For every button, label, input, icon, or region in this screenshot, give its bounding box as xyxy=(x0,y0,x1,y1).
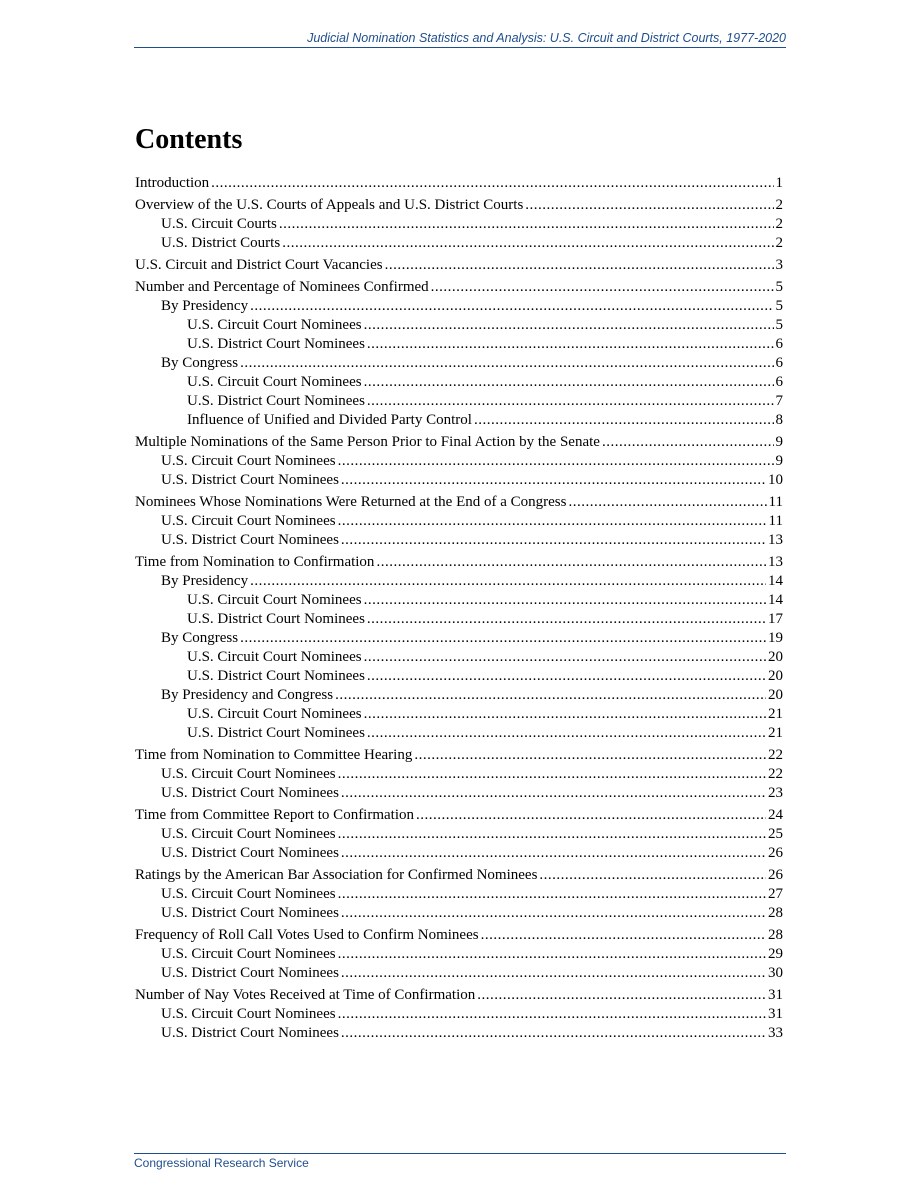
toc-entry-label: U.S. Circuit Court Nominees xyxy=(161,886,336,902)
toc-entry-label: Multiple Nominations of the Same Person Prior to Final Action by the Senate xyxy=(135,434,600,450)
toc-entry-page-number: 20 xyxy=(768,649,783,665)
toc-entry[interactable] xyxy=(135,452,783,471)
toc-entry[interactable] xyxy=(135,471,783,490)
toc-entry[interactable] xyxy=(135,746,783,765)
dot-leader xyxy=(364,705,766,724)
toc-entry-page-number: 19 xyxy=(768,630,783,646)
dot-leader xyxy=(240,354,773,373)
running-header: Judicial Nomination Statistics and Analysis: U.S. Circuit and District Courts, 1977-2020 xyxy=(134,31,786,48)
toc-entry-label: U.S. Circuit Courts xyxy=(161,216,277,232)
toc-entry[interactable] xyxy=(135,531,783,550)
dot-leader xyxy=(481,926,766,945)
toc-entry-page-number: 3 xyxy=(775,257,783,273)
toc-entry-label: U.S. Circuit Court Nominees xyxy=(161,513,336,529)
dot-leader xyxy=(335,686,766,705)
toc-entry-page-number: 21 xyxy=(768,706,783,722)
toc-entry[interactable] xyxy=(135,512,783,531)
toc-entry-page-number: 2 xyxy=(775,216,783,232)
toc-entry-page-number: 9 xyxy=(775,434,783,450)
toc-entry[interactable] xyxy=(135,278,783,297)
toc-entry-label: Ratings by the American Bar Association for Confirmed Nominees xyxy=(135,867,538,883)
toc-entry[interactable] xyxy=(135,1024,783,1043)
dot-leader xyxy=(282,234,773,253)
toc-entry[interactable] xyxy=(135,493,783,512)
toc-entry-label: U.S. Circuit and District Court Vacancies xyxy=(135,257,383,273)
toc-entry[interactable] xyxy=(135,648,783,667)
toc-entry[interactable] xyxy=(135,591,783,610)
dot-leader xyxy=(385,256,774,275)
toc-entry[interactable] xyxy=(135,806,783,825)
toc-entry-page-number: 27 xyxy=(768,886,783,902)
table-of-contents xyxy=(135,174,783,1043)
toc-entry-page-number: 33 xyxy=(768,1025,783,1041)
toc-entry-label: U.S. District Court Nominees xyxy=(161,1025,339,1041)
toc-entry-label: U.S. Circuit Court Nominees xyxy=(161,946,336,962)
toc-entry[interactable] xyxy=(135,335,783,354)
toc-entry-label: U.S. District Court Nominees xyxy=(161,905,339,921)
toc-entry-page-number: 31 xyxy=(768,1006,783,1022)
dot-leader xyxy=(525,196,773,215)
toc-entry[interactable] xyxy=(135,986,783,1005)
toc-entry-label: Number of Nay Votes Received at Time of Confirmation xyxy=(135,987,476,1003)
toc-entry-page-number: 10 xyxy=(768,472,783,488)
toc-entry-label: U.S. Circuit Court Nominees xyxy=(187,374,362,390)
toc-entry[interactable] xyxy=(135,196,783,215)
dot-leader xyxy=(376,553,766,572)
toc-entry-label: U.S. District Court Nominees xyxy=(161,472,339,488)
toc-entry[interactable] xyxy=(135,553,783,572)
toc-entry-page-number: 31 xyxy=(768,987,783,1003)
dot-leader xyxy=(364,591,766,610)
dot-leader xyxy=(341,904,766,923)
toc-entry[interactable] xyxy=(135,945,783,964)
toc-entry[interactable] xyxy=(135,724,783,743)
toc-entry-label: U.S. Circuit Court Nominees xyxy=(161,453,336,469)
toc-entry[interactable] xyxy=(135,433,783,452)
toc-entry-page-number: 24 xyxy=(768,807,783,823)
toc-entry-page-number: 23 xyxy=(768,785,783,801)
toc-entry-page-number: 28 xyxy=(768,927,783,943)
dot-leader xyxy=(367,392,774,411)
toc-entry-page-number: 14 xyxy=(768,592,783,608)
toc-entry[interactable] xyxy=(135,629,783,648)
page-title: Contents xyxy=(135,124,243,155)
dot-leader xyxy=(338,885,766,904)
dot-leader xyxy=(367,667,766,686)
dot-leader xyxy=(338,825,766,844)
toc-entry[interactable] xyxy=(135,373,783,392)
toc-entry-page-number: 2 xyxy=(775,235,783,251)
toc-entry-page-number: 26 xyxy=(768,867,783,883)
toc-entry[interactable] xyxy=(135,705,783,724)
toc-entry-label: Frequency of Roll Call Votes Used to Confirm Nominees xyxy=(135,927,479,943)
dot-leader xyxy=(341,471,766,490)
toc-entry-label: U.S. Circuit Court Nominees xyxy=(161,766,336,782)
toc-entry-page-number: 13 xyxy=(768,554,783,570)
toc-entry-label: U.S. District Court Nominees xyxy=(161,785,339,801)
dot-leader xyxy=(341,844,766,863)
toc-entry-page-number: 9 xyxy=(775,453,783,469)
toc-entry-page-number: 2 xyxy=(775,197,783,213)
dot-leader xyxy=(367,610,766,629)
dot-leader xyxy=(364,316,774,335)
toc-entry[interactable] xyxy=(135,610,783,629)
toc-entry[interactable] xyxy=(135,784,783,803)
toc-entry-label: By Congress xyxy=(161,630,239,646)
toc-entry-page-number: 8 xyxy=(775,412,783,428)
toc-entry[interactable] xyxy=(135,904,783,923)
running-footer: Congressional Research Service xyxy=(134,1153,786,1170)
toc-entry[interactable] xyxy=(135,844,783,863)
dot-leader xyxy=(338,945,766,964)
dot-leader xyxy=(367,335,774,354)
toc-entry[interactable] xyxy=(135,256,783,275)
toc-entry-page-number: 20 xyxy=(768,668,783,684)
toc-entry-page-number: 14 xyxy=(768,573,783,589)
toc-entry-label: By Presidency and Congress xyxy=(161,687,334,703)
toc-entry[interactable] xyxy=(135,825,783,844)
toc-entry-page-number: 5 xyxy=(775,317,783,333)
toc-entry[interactable] xyxy=(135,174,783,193)
toc-entry[interactable] xyxy=(135,885,783,904)
toc-entry-label: U.S. Circuit Court Nominees xyxy=(161,826,336,842)
toc-entry-label: Time from Nomination to Confirmation xyxy=(135,554,375,570)
dot-leader xyxy=(539,866,766,885)
toc-entry-page-number: 22 xyxy=(768,766,783,782)
toc-entry-label: By Presidency xyxy=(161,573,249,589)
toc-entry-page-number: 13 xyxy=(768,532,783,548)
toc-entry-label: U.S. District Court Nominees xyxy=(187,725,365,741)
toc-entry-label: U.S. District Court Nominees xyxy=(187,393,365,409)
toc-entry-label: Introduction xyxy=(135,175,210,191)
toc-entry-page-number: 11 xyxy=(768,494,783,510)
toc-entry-label: U.S. District Court Nominees xyxy=(187,336,365,352)
toc-entry[interactable] xyxy=(135,964,783,983)
dot-leader xyxy=(250,572,766,591)
dot-leader xyxy=(341,1024,766,1043)
toc-entry[interactable] xyxy=(135,234,783,253)
toc-entry[interactable] xyxy=(135,316,783,335)
toc-entry-label: By Presidency xyxy=(161,298,249,314)
toc-entry-label: U.S. District Court Nominees xyxy=(161,845,339,861)
dot-leader xyxy=(211,174,773,193)
toc-entry[interactable] xyxy=(135,765,783,784)
toc-entry-page-number: 20 xyxy=(768,687,783,703)
dot-leader xyxy=(568,493,766,512)
toc-entry-label: U.S. District Court Nominees xyxy=(161,532,339,548)
toc-entry-page-number: 21 xyxy=(768,725,783,741)
toc-entry-label: Overview of the U.S. Courts of Appeals and U.S. District Courts xyxy=(135,197,524,213)
toc-entry-label: By Congress xyxy=(161,355,239,371)
dot-leader xyxy=(279,215,774,234)
toc-entry-label: U.S. Circuit Court Nominees xyxy=(187,706,362,722)
dot-leader xyxy=(364,648,766,667)
toc-entry[interactable] xyxy=(135,354,783,373)
dot-leader xyxy=(341,531,766,550)
dot-leader xyxy=(474,411,774,430)
toc-entry-label: Time from Nomination to Committee Hearing xyxy=(135,747,413,763)
toc-entry[interactable] xyxy=(135,215,783,234)
dot-leader xyxy=(414,746,766,765)
dot-leader xyxy=(240,629,766,648)
toc-entry-label: U.S. Circuit Court Nominees xyxy=(187,649,362,665)
dot-leader xyxy=(416,806,766,825)
toc-entry-label: U.S. District Courts xyxy=(161,235,281,251)
toc-entry-page-number: 5 xyxy=(775,298,783,314)
toc-entry-page-number: 29 xyxy=(768,946,783,962)
toc-entry-page-number: 6 xyxy=(775,336,783,352)
dot-leader xyxy=(341,784,766,803)
toc-entry[interactable] xyxy=(135,411,783,430)
dot-leader xyxy=(477,986,766,1005)
toc-entry-label: U.S. Circuit Court Nominees xyxy=(187,317,362,333)
toc-entry-label: Number and Percentage of Nominees Confirmed xyxy=(135,279,429,295)
dot-leader xyxy=(431,278,774,297)
toc-entry[interactable] xyxy=(135,572,783,591)
toc-entry[interactable] xyxy=(135,297,783,316)
toc-entry-page-number: 26 xyxy=(768,845,783,861)
toc-entry-label: Nominees Whose Nominations Were Returned at the End of a Congress xyxy=(135,494,567,510)
toc-entry-page-number: 5 xyxy=(775,279,783,295)
toc-entry-label: Time from Committee Report to Confirmation xyxy=(135,807,415,823)
toc-entry-label: U.S. Circuit Court Nominees xyxy=(187,592,362,608)
toc-entry-page-number: 6 xyxy=(775,355,783,371)
toc-entry-page-number: 22 xyxy=(768,747,783,763)
toc-entry[interactable] xyxy=(135,392,783,411)
dot-leader xyxy=(341,964,766,983)
dot-leader xyxy=(602,433,774,452)
toc-entry-label: U.S. District Court Nominees xyxy=(161,965,339,981)
toc-entry-page-number: 7 xyxy=(775,393,783,409)
toc-entry-page-number: 1 xyxy=(775,175,783,191)
toc-entry-page-number: 17 xyxy=(768,611,783,627)
dot-leader xyxy=(367,724,766,743)
dot-leader xyxy=(338,452,774,471)
toc-entry-page-number: 30 xyxy=(768,965,783,981)
dot-leader xyxy=(338,1005,766,1024)
toc-entry-page-number: 28 xyxy=(768,905,783,921)
toc-entry-page-number: 25 xyxy=(768,826,783,842)
dot-leader xyxy=(250,297,773,316)
toc-entry-label: U.S. District Court Nominees xyxy=(187,668,365,684)
dot-leader xyxy=(338,512,767,531)
toc-entry-label: U.S. District Court Nominees xyxy=(187,611,365,627)
toc-entry[interactable] xyxy=(135,686,783,705)
toc-entry-page-number: 11 xyxy=(768,513,783,529)
toc-entry[interactable] xyxy=(135,866,783,885)
toc-entry-label: U.S. Circuit Court Nominees xyxy=(161,1006,336,1022)
toc-entry-label: Influence of Unified and Divided Party Control xyxy=(187,412,472,428)
toc-entry[interactable] xyxy=(135,667,783,686)
toc-entry[interactable] xyxy=(135,1005,783,1024)
dot-leader xyxy=(338,765,766,784)
toc-entry[interactable] xyxy=(135,926,783,945)
dot-leader xyxy=(364,373,774,392)
toc-entry-page-number: 6 xyxy=(775,374,783,390)
